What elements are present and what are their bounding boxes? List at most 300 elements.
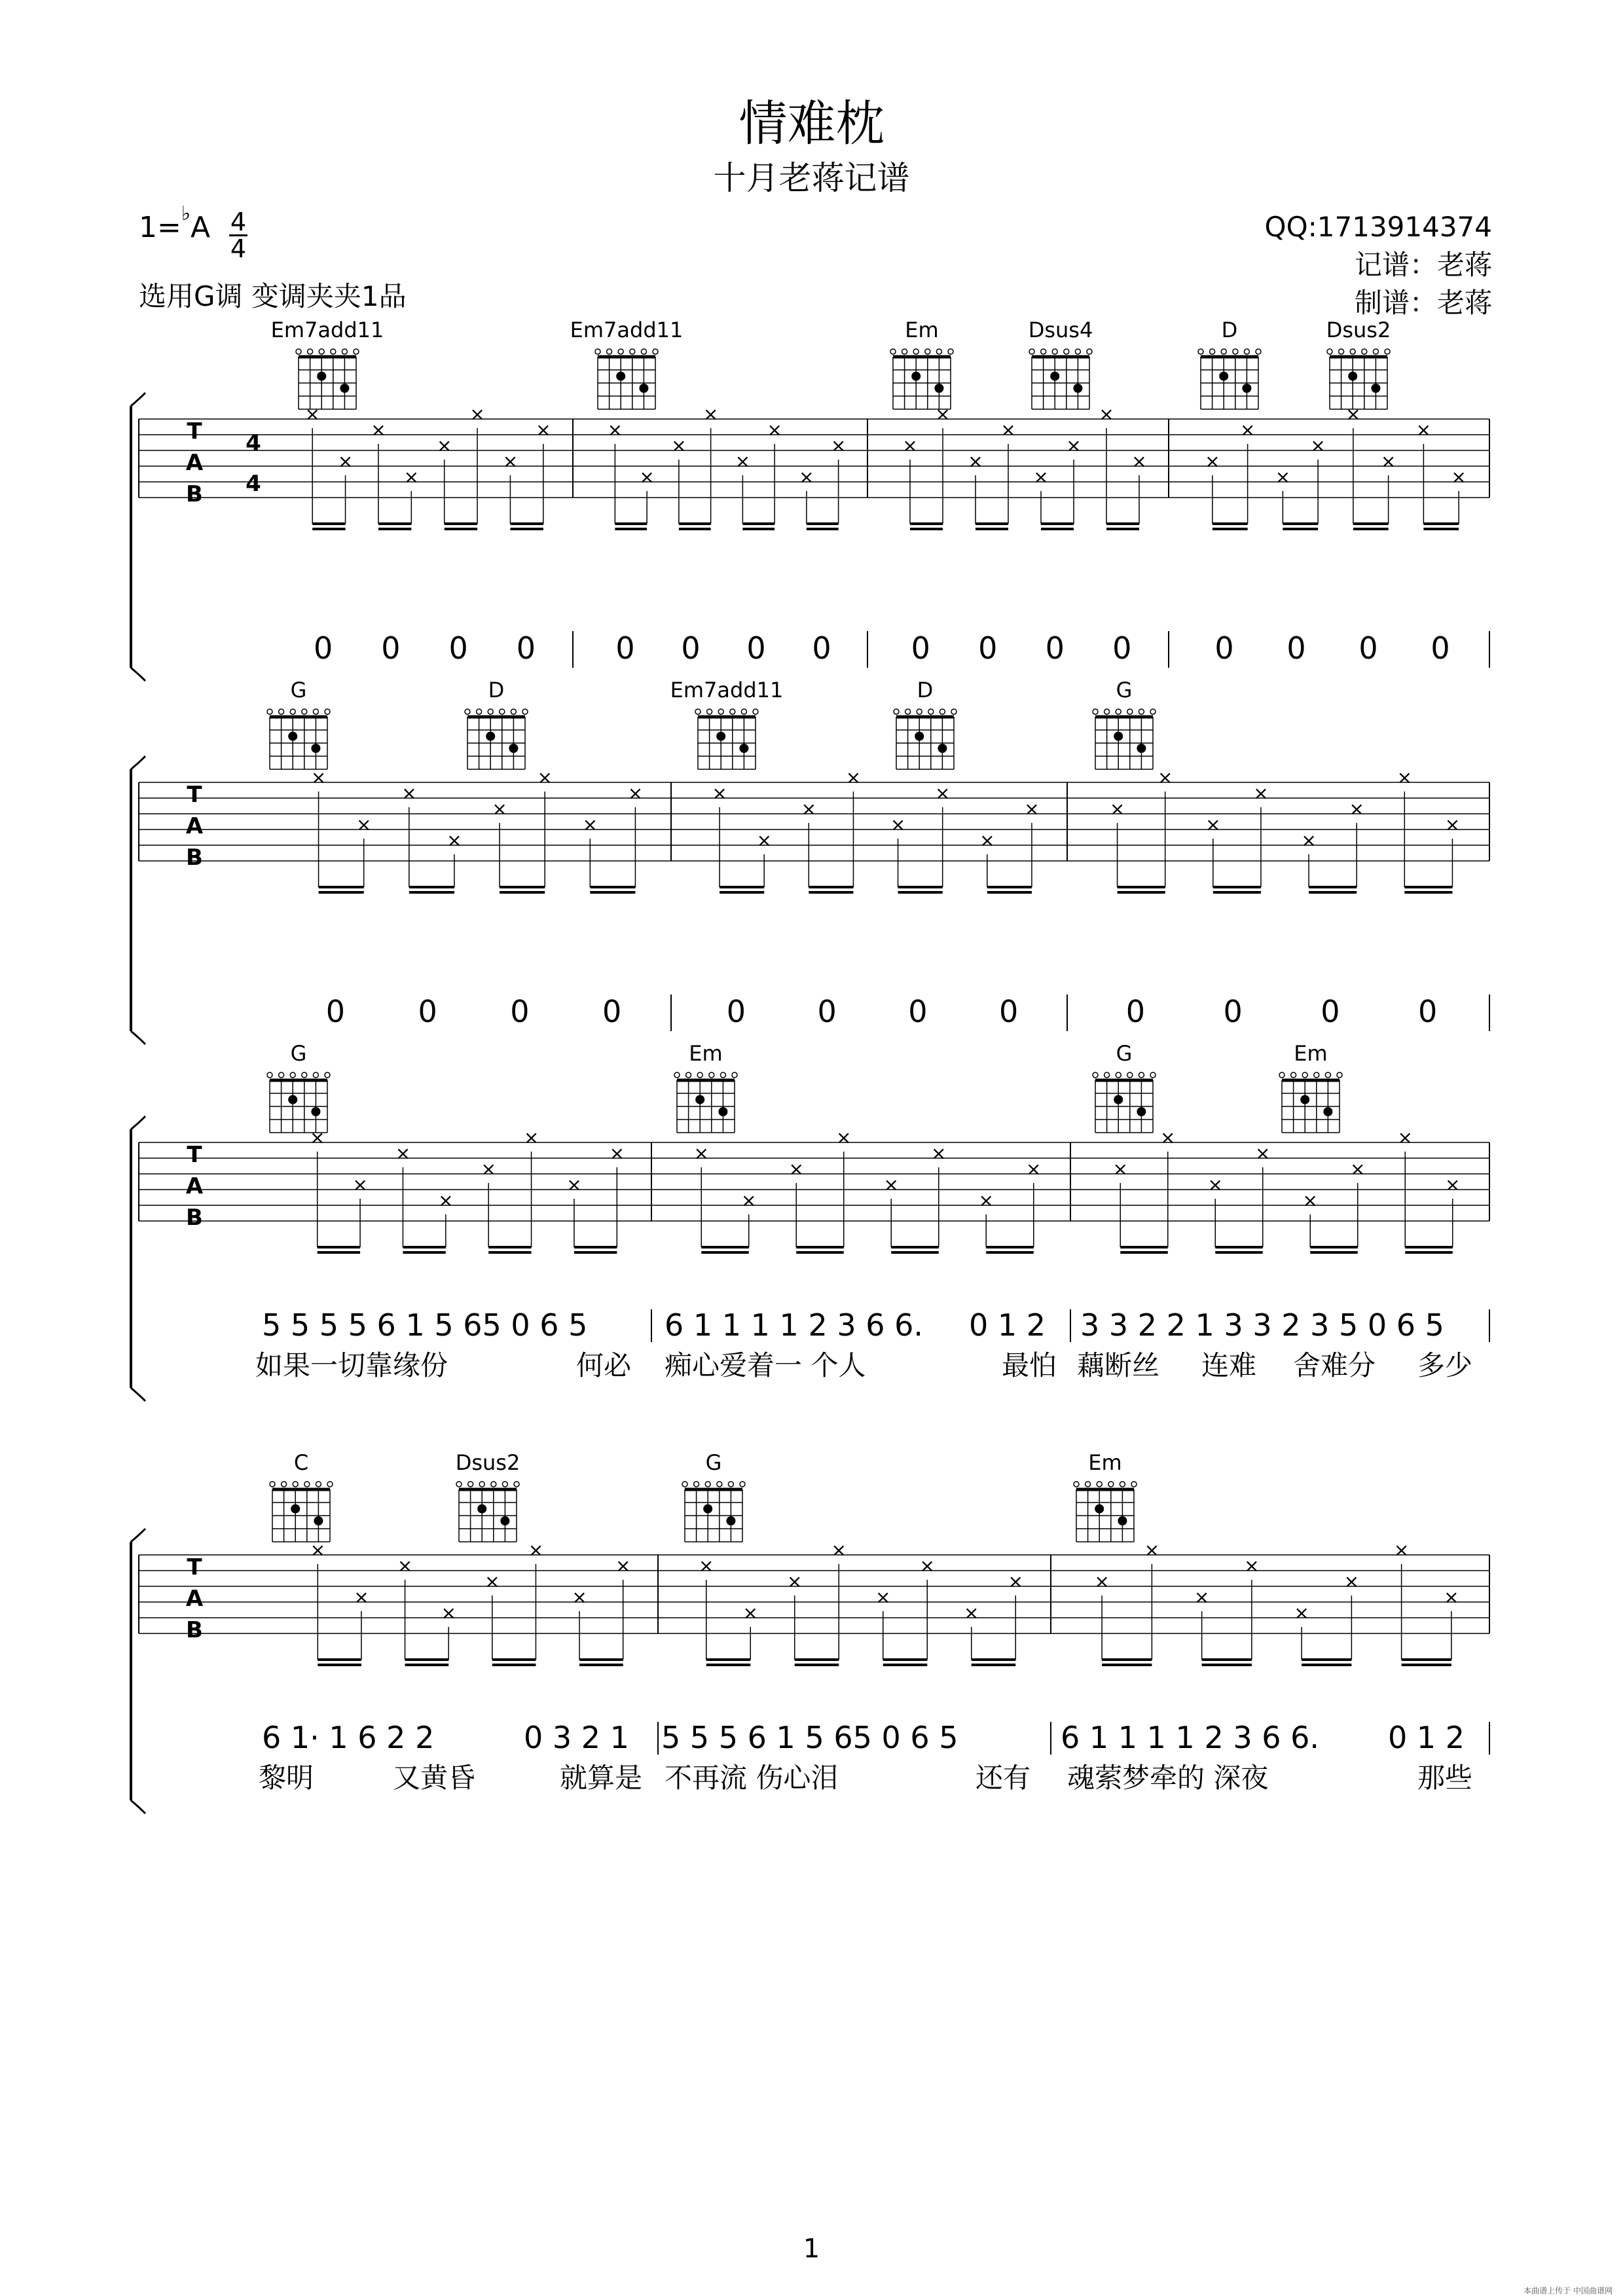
tab-note: × — [1008, 1571, 1023, 1592]
tab-letter-a: A — [185, 1173, 204, 1199]
tab-note: × — [741, 1190, 757, 1211]
open-string-marker — [730, 709, 735, 714]
open-string-marker — [753, 709, 758, 714]
song-title: 情难枕 — [739, 96, 884, 152]
tab-note: × — [436, 435, 452, 456]
open-string-marker — [925, 349, 930, 354]
tab-time-bottom: 4 — [246, 471, 261, 497]
tab-note: × — [799, 466, 814, 488]
tab-note: × — [1109, 798, 1125, 820]
open-string-marker — [630, 349, 635, 354]
tab-note: × — [712, 782, 727, 804]
jianpu-note: 0 — [817, 994, 837, 1029]
open-string-marker — [1116, 1072, 1121, 1078]
open-string-marker — [293, 1482, 298, 1487]
open-string-marker — [1139, 709, 1144, 714]
tab-note: × — [845, 767, 862, 788]
tab-note: × — [1066, 435, 1082, 456]
lyric: 魂萦梦牵的 深夜 — [1067, 1762, 1269, 1794]
bracket-cap — [131, 1031, 145, 1044]
tab-note: × — [304, 403, 320, 425]
open-string-marker — [342, 349, 347, 354]
finger-dot — [1323, 1107, 1332, 1116]
open-string-marker — [732, 1072, 737, 1078]
tab-note: × — [1396, 767, 1413, 788]
tab-note: × — [671, 435, 687, 456]
finger-dot — [718, 1107, 727, 1116]
open-string-marker — [1108, 1482, 1114, 1487]
open-string-marker — [325, 709, 330, 714]
open-string-marker — [595, 349, 600, 354]
finger-dot — [1371, 384, 1380, 393]
open-string-marker — [270, 1482, 275, 1487]
tab-note: × — [968, 450, 983, 472]
lyric: 黎明 — [259, 1762, 314, 1794]
tab-note: × — [627, 782, 644, 804]
tab-note: × — [1000, 419, 1016, 441]
open-string-marker — [502, 1482, 507, 1487]
open-string-marker — [514, 1482, 519, 1487]
open-string-marker — [465, 709, 470, 714]
open-string-marker — [511, 709, 516, 714]
open-string-marker — [1064, 349, 1069, 354]
tab-note: × — [883, 1174, 899, 1195]
jianpu-line: 5 5 5 6 1 5 65 0 6 5 — [661, 1720, 958, 1755]
tab-note: × — [693, 1142, 709, 1164]
open-string-marker — [717, 1482, 722, 1487]
tab-note: × — [337, 450, 354, 472]
lyric: 如果一切靠缘份 — [255, 1349, 448, 1381]
tab-note: × — [309, 1127, 325, 1148]
tab-note: × — [1094, 1571, 1110, 1592]
open-string-marker — [695, 709, 701, 714]
tab-note: × — [536, 419, 551, 441]
finger-dot — [477, 1504, 486, 1514]
open-string-marker — [641, 349, 646, 354]
lyric: 何必 — [576, 1349, 632, 1381]
open-string-marker — [890, 349, 896, 354]
jianpu-note: 0 — [1431, 630, 1450, 666]
tab-note: × — [1451, 466, 1467, 488]
finger-dot — [639, 384, 648, 393]
open-string-marker — [1327, 349, 1332, 354]
open-string-marker — [618, 349, 623, 354]
finger-dot — [703, 1504, 712, 1514]
tab-note: × — [1275, 466, 1291, 488]
open-string-marker — [1256, 349, 1261, 354]
tab-note: × — [441, 1602, 456, 1624]
lyric: 又黄昏 — [393, 1762, 476, 1794]
jianpu-note: 0 — [510, 994, 530, 1029]
open-string-marker — [1087, 349, 1092, 354]
chord-name: Em — [689, 1041, 723, 1066]
tab-letter-b: B — [186, 481, 203, 507]
chord-name: G — [705, 1450, 722, 1475]
chord-name: Em7add11 — [570, 318, 684, 342]
tab-letter-t: T — [187, 418, 202, 445]
open-string-marker — [705, 1482, 710, 1487]
open-string-marker — [1198, 349, 1203, 354]
bracket-cap — [131, 1800, 145, 1813]
tab-note: × — [1033, 466, 1049, 488]
lyric: 多少 — [1417, 1349, 1473, 1381]
finger-dot — [311, 744, 320, 753]
tab-note: × — [537, 767, 553, 788]
finger-dot — [1050, 372, 1059, 381]
tab-note: × — [787, 1571, 803, 1592]
tab-note: × — [831, 1539, 847, 1561]
lyric: 痴心爱着一 个人 — [665, 1349, 866, 1381]
tab-letter-t: T — [187, 1554, 202, 1580]
open-string-marker — [327, 1482, 333, 1487]
open-string-marker — [905, 709, 911, 714]
tab-note: × — [310, 1539, 326, 1561]
tab-note: × — [582, 814, 598, 835]
open-string-marker — [1221, 349, 1226, 354]
finger-dot — [915, 732, 924, 741]
jianpu-note: 0 — [1214, 630, 1234, 666]
tab-note: × — [836, 1127, 852, 1148]
open-string-marker — [296, 349, 301, 354]
open-string-marker — [313, 1072, 318, 1078]
lyric: 藕断丝 — [1077, 1349, 1160, 1381]
open-string-marker — [1244, 349, 1249, 354]
tab-note: × — [1444, 1586, 1459, 1608]
tab-note: × — [1302, 1190, 1318, 1211]
jianpu-line: 3 3 2 2 1 3 3 2 3 5 0 6 5 — [1080, 1307, 1444, 1343]
chord-name: D — [1221, 318, 1238, 342]
chord-name: Em — [1294, 1041, 1328, 1066]
open-string-marker — [1291, 1072, 1296, 1078]
open-string-marker — [1150, 709, 1156, 714]
tab-note: × — [1131, 450, 1147, 472]
open-string-marker — [479, 1482, 484, 1487]
finger-dot — [1137, 744, 1146, 753]
chord-name: G — [1116, 678, 1133, 702]
finger-dot — [1348, 372, 1357, 381]
open-string-marker — [456, 1482, 462, 1487]
open-string-marker — [1116, 709, 1121, 714]
tab-note: × — [1157, 767, 1173, 788]
open-string-marker — [477, 709, 482, 714]
tab-note: × — [1397, 1127, 1413, 1148]
open-string-marker — [1074, 1482, 1079, 1487]
open-string-marker — [1314, 1072, 1319, 1078]
open-string-marker — [282, 1482, 287, 1487]
open-string-marker — [267, 709, 272, 714]
jianpu-line: 6 1 1 1 1 2 3 6 6. — [665, 1307, 923, 1343]
finger-dot — [288, 732, 297, 741]
tab-note: × — [1253, 782, 1269, 804]
finger-dot — [938, 744, 947, 753]
jianpu-note: 0 — [1359, 630, 1378, 666]
open-string-marker — [1041, 349, 1046, 354]
jianpu-line: 0 1 2 — [969, 1307, 1046, 1343]
finger-dot — [1137, 1107, 1146, 1116]
open-string-marker — [290, 1072, 295, 1078]
jianpu-note: 0 — [325, 994, 346, 1029]
tab-note: × — [1445, 1174, 1461, 1195]
open-string-marker — [491, 1482, 496, 1487]
tab-note: × — [1349, 798, 1364, 820]
tab-note: × — [830, 435, 847, 456]
lyric: 就算是 — [560, 1762, 643, 1794]
tab-note: × — [890, 814, 906, 835]
finger-dot — [1114, 732, 1123, 741]
tab-note: × — [1310, 435, 1326, 456]
tab-note: × — [801, 798, 817, 820]
open-string-marker — [1385, 349, 1390, 354]
open-string-marker — [694, 1482, 699, 1487]
tab-note: × — [1205, 814, 1221, 835]
tab-note: × — [1239, 419, 1256, 441]
tab-note: × — [609, 1142, 625, 1164]
open-string-marker — [468, 1482, 473, 1487]
tab-note: × — [1294, 1602, 1309, 1624]
tab-note: × — [767, 419, 782, 441]
open-string-marker — [1131, 1482, 1137, 1487]
open-string-marker — [1279, 1072, 1285, 1078]
tab-note: × — [1301, 829, 1317, 851]
finger-dot — [486, 732, 495, 741]
open-string-marker — [302, 1072, 307, 1078]
tab-note: × — [523, 1127, 539, 1148]
tab-note: × — [447, 829, 462, 851]
tab-note: × — [1099, 403, 1114, 425]
tab-letter-t: T — [187, 1142, 202, 1168]
open-string-marker — [1337, 1072, 1342, 1078]
open-string-marker — [267, 1072, 272, 1078]
tab-note: × — [919, 1555, 935, 1576]
open-string-marker — [279, 1072, 284, 1078]
open-string-marker — [1233, 349, 1238, 354]
jianpu-note: 0 — [911, 630, 930, 666]
tab-note: × — [371, 419, 386, 441]
tab-letter-a: A — [185, 813, 204, 839]
tab-note: × — [1026, 1158, 1042, 1180]
finger-dot — [288, 1095, 297, 1104]
chord-name: D — [488, 678, 505, 702]
tab-note: × — [1343, 1571, 1360, 1592]
open-string-marker — [488, 709, 493, 714]
open-string-marker — [1325, 1072, 1330, 1078]
open-string-marker — [1127, 709, 1133, 714]
tab-note: × — [934, 782, 951, 804]
finger-dot — [340, 384, 349, 393]
jianpu-note: 0 — [1321, 994, 1340, 1029]
jianpu-note: 0 — [681, 630, 701, 666]
open-string-marker — [1210, 349, 1215, 354]
tab-note: × — [1415, 419, 1432, 441]
tab-note: × — [352, 1174, 368, 1195]
bracket-cap — [131, 1116, 145, 1129]
bracket-cap — [131, 393, 145, 406]
open-string-marker — [741, 709, 746, 714]
open-string-marker — [354, 349, 359, 354]
jianpu-note: 0 — [1045, 630, 1065, 666]
tab-note: × — [566, 1174, 582, 1195]
open-string-marker — [709, 1072, 714, 1078]
open-string-marker — [928, 709, 934, 714]
tab-note: × — [1380, 450, 1396, 472]
chord-name: Em — [905, 318, 939, 342]
jianpu-note: 0 — [602, 994, 622, 1029]
tab-note: × — [1393, 1539, 1410, 1561]
jianpu-note: 0 — [998, 994, 1019, 1029]
open-string-marker — [1127, 1072, 1133, 1078]
chord-name: Dsus2 — [455, 1450, 520, 1475]
open-string-marker — [894, 709, 899, 714]
finger-dot — [314, 1516, 323, 1525]
open-string-marker — [718, 709, 723, 714]
tab-note: × — [1207, 1174, 1223, 1195]
open-string-marker — [682, 1482, 687, 1487]
tab-note: × — [1345, 403, 1361, 425]
footer-note: 本曲谱上传于 中国曲谱网 — [1523, 2286, 1613, 2295]
finger-dot — [934, 384, 943, 393]
open-string-marker — [1093, 709, 1098, 714]
tab-letter-b: B — [186, 1205, 203, 1231]
open-string-marker — [728, 1482, 733, 1487]
finger-dot — [1300, 1095, 1309, 1104]
tab-note: × — [875, 1586, 891, 1608]
jianpu-note: 0 — [726, 994, 746, 1029]
chord-name: Em7add11 — [670, 678, 784, 702]
finger-dot — [716, 732, 725, 741]
tab-letter-a: A — [185, 450, 204, 476]
jianpu-note: 0 — [313, 630, 333, 666]
finger-dot — [317, 372, 326, 381]
open-string-marker — [522, 709, 528, 714]
finger-dot — [1242, 384, 1251, 393]
jianpu-line: 6 1· 1 6 2 2 — [262, 1720, 435, 1755]
jianpu-note: 0 — [448, 630, 468, 666]
song-subtitle: 十月老蒋记谱 — [713, 159, 910, 197]
tab-note: × — [1350, 1158, 1366, 1180]
lyric: 还有 — [976, 1762, 1031, 1794]
open-string-marker — [313, 709, 318, 714]
open-string-marker — [1120, 1482, 1125, 1487]
tab-note: × — [481, 1158, 496, 1180]
bracket-cap — [131, 1388, 145, 1401]
open-string-marker — [1029, 349, 1034, 354]
jianpu-note: 0 — [812, 630, 831, 666]
tab-note: × — [395, 1142, 411, 1164]
lyric: 最怕 — [1002, 1349, 1057, 1381]
jianpu-note: 0 — [1286, 630, 1306, 666]
open-string-marker — [1052, 349, 1057, 354]
tab-note: × — [615, 1555, 631, 1576]
tab-note: × — [572, 1586, 587, 1608]
tab-note: × — [1255, 1142, 1271, 1164]
open-string-marker — [951, 709, 957, 714]
finger-dot — [1118, 1516, 1127, 1525]
tab-note: × — [788, 1158, 804, 1180]
open-string-marker — [316, 1482, 321, 1487]
tab-note: × — [356, 814, 372, 835]
chord-name: Em7add11 — [270, 318, 384, 342]
open-string-marker — [308, 349, 313, 354]
finger-dot — [911, 372, 921, 381]
open-string-marker — [707, 709, 712, 714]
finger-dot — [291, 1504, 300, 1514]
tab-note: × — [1244, 1555, 1260, 1576]
tab-note: × — [1444, 814, 1461, 835]
capo-note: 选用G调 变调夹夹1品 — [139, 280, 407, 312]
tab-note: × — [978, 1190, 994, 1211]
chord-name: Dsus2 — [1326, 318, 1391, 342]
tab-note: × — [979, 829, 995, 851]
jianpu-note: 0 — [1223, 994, 1243, 1029]
page-number: 1 — [803, 2234, 820, 2264]
tab-note: × — [1205, 450, 1220, 472]
open-string-marker — [917, 709, 922, 714]
lyric: 那些 — [1417, 1762, 1473, 1794]
tab-note: × — [1160, 1127, 1176, 1148]
tab-letter-b: B — [186, 1617, 203, 1643]
tab-note: × — [607, 419, 623, 441]
open-string-marker — [653, 349, 658, 354]
finger-dot — [1073, 384, 1082, 393]
finger-dot — [695, 1095, 704, 1104]
maker: 制谱：老蒋 — [1354, 287, 1492, 319]
open-string-marker — [902, 349, 907, 354]
open-string-marker — [331, 349, 336, 354]
open-string-marker — [1097, 1482, 1102, 1487]
tab-note: × — [354, 1586, 369, 1608]
jianpu-note: 0 — [1112, 630, 1132, 666]
open-string-marker — [1362, 349, 1367, 354]
open-string-marker — [1373, 349, 1378, 354]
open-string-marker — [279, 709, 284, 714]
jianpu-note: 0 — [978, 630, 998, 666]
tab-note: × — [403, 466, 420, 488]
open-string-marker — [674, 1072, 680, 1078]
chord-name: Em — [1088, 1450, 1122, 1475]
tab-note: × — [699, 1555, 714, 1576]
open-string-marker — [304, 1482, 310, 1487]
jianpu-line: 6 1 1 1 1 2 3 6 6. — [1061, 1720, 1319, 1755]
finger-dot — [500, 1516, 509, 1525]
tab-note: × — [1194, 1586, 1210, 1608]
tab-note: × — [492, 798, 507, 820]
open-string-marker — [740, 1482, 745, 1487]
bracket-cap — [131, 1529, 145, 1542]
open-string-marker — [1104, 709, 1110, 714]
open-string-marker — [936, 349, 941, 354]
tab-note: × — [1024, 798, 1040, 820]
open-string-marker — [290, 709, 295, 714]
jianpu-note: 0 — [1417, 994, 1438, 1029]
finger-dot — [739, 744, 748, 753]
key-prefix: 1= — [139, 211, 181, 244]
tab-note: × — [502, 450, 519, 472]
bracket-cap — [131, 668, 145, 681]
open-string-marker — [948, 349, 953, 354]
jianpu-note: 0 — [615, 630, 635, 666]
tab-note: × — [735, 450, 751, 472]
jianpu-note: 0 — [746, 630, 766, 666]
transcriber: 记谱：老蒋 — [1354, 249, 1492, 281]
chord-name: D — [917, 678, 934, 702]
lyric: 舍难分 — [1293, 1349, 1376, 1381]
finger-dot — [726, 1516, 735, 1525]
finger-dot — [311, 1107, 320, 1116]
tab-note: × — [931, 1142, 947, 1164]
open-string-marker — [607, 349, 612, 354]
tab-note: × — [1112, 1158, 1128, 1180]
jianpu-line: 0 1 2 — [1388, 1720, 1465, 1755]
